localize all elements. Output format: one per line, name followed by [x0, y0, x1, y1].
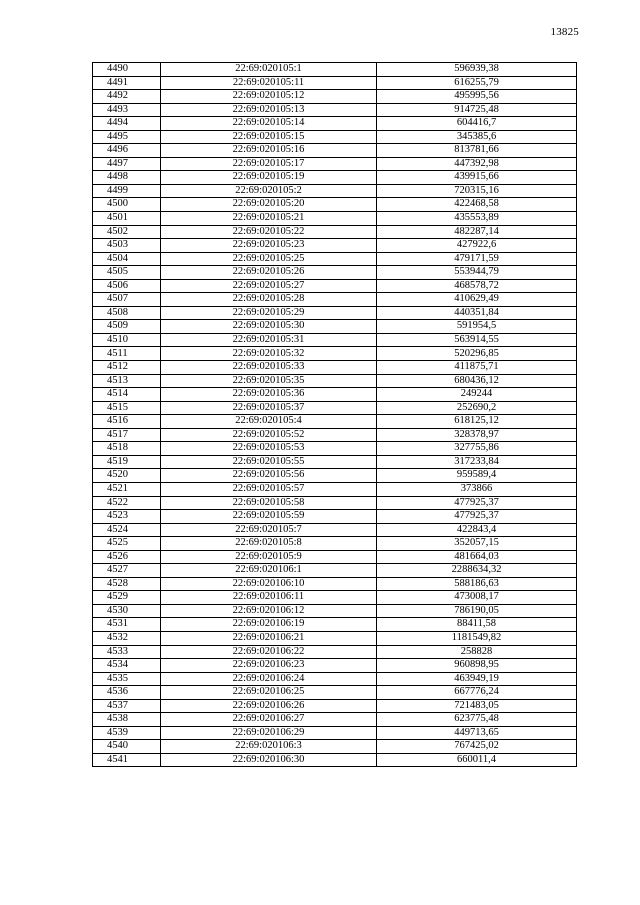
row-number-cell: 4493	[93, 103, 161, 117]
row-number-cell: 4530	[93, 604, 161, 618]
table-row	[93, 266, 577, 280]
cadastral-value-cell: 88411,58	[377, 618, 577, 632]
cadastral-value-cell: 463949,19	[377, 672, 577, 686]
cadastral-value-cell: 721483,05	[377, 699, 577, 713]
page-number: 13825	[550, 26, 579, 38]
cadastral-value-cell: 327755,86	[377, 442, 577, 456]
cadastral-value-cell: 520296,85	[377, 347, 577, 361]
cadastral-number-cell: 22:69:020105:30	[161, 320, 377, 334]
table-row	[93, 577, 577, 591]
row-number-cell: 4521	[93, 482, 161, 496]
row-number-cell: 4541	[93, 753, 161, 767]
cadastral-number-cell: 22:69:020106:25	[161, 686, 377, 700]
cadastral-number-cell: 22:69:020105:16	[161, 144, 377, 158]
row-number-cell: 4504	[93, 252, 161, 266]
cadastral-value-cell: 439915,66	[377, 171, 577, 185]
cadastral-number-cell: 22:69:020105:14	[161, 117, 377, 131]
cadastral-number-cell: 22:69:020106:26	[161, 699, 377, 713]
cadastral-value-cell: 427922,6	[377, 239, 577, 253]
cadastral-number-cell: 22:69:020105:4	[161, 415, 377, 429]
cadastral-number-cell: 22:69:020105:2	[161, 184, 377, 198]
cadastral-number-cell: 22:69:020106:1	[161, 564, 377, 578]
row-number-cell: 4517	[93, 428, 161, 442]
table-row	[93, 415, 577, 429]
cadastral-value-cell: 422843,4	[377, 523, 577, 537]
table-row	[93, 740, 577, 754]
cadastral-value-cell: 411875,71	[377, 361, 577, 375]
cadastral-value-cell: 328378,97	[377, 428, 577, 442]
cadastral-number-cell: 22:69:020105:28	[161, 293, 377, 307]
cadastral-value-cell: 481664,03	[377, 550, 577, 564]
cadastral-value-cell: 623775,48	[377, 713, 577, 727]
table-row	[93, 510, 577, 524]
cadastral-value-cell: 588186,63	[377, 577, 577, 591]
row-number-cell: 4518	[93, 442, 161, 456]
cadastral-value-cell: 680436,12	[377, 374, 577, 388]
row-number-cell: 4528	[93, 577, 161, 591]
cadastral-value-cell: 252690,2	[377, 401, 577, 415]
row-number-cell: 4500	[93, 198, 161, 212]
row-number-cell: 4526	[93, 550, 161, 564]
row-number-cell: 4491	[93, 76, 161, 90]
table-row	[93, 320, 577, 334]
table-row	[93, 618, 577, 632]
row-number-cell: 4512	[93, 361, 161, 375]
table-row	[93, 198, 577, 212]
cadastral-value-cell: 667776,24	[377, 686, 577, 700]
table-row	[93, 239, 577, 253]
table-row	[93, 469, 577, 483]
row-number-cell: 4503	[93, 239, 161, 253]
table-row	[93, 564, 577, 578]
table-row	[93, 171, 577, 185]
row-number-cell: 4537	[93, 699, 161, 713]
row-number-cell: 4507	[93, 293, 161, 307]
cadastral-value-cell: 449713,65	[377, 726, 577, 740]
cadastral-value-cell: 258828	[377, 645, 577, 659]
cadastral-number-cell: 22:69:020106:30	[161, 753, 377, 767]
table-row	[93, 713, 577, 727]
cadastral-value-cell: 249244	[377, 388, 577, 402]
cadastral-number-cell: 22:69:020105:29	[161, 306, 377, 320]
table-row	[93, 496, 577, 510]
cadastral-number-cell: 22:69:020106:24	[161, 672, 377, 686]
cadastral-number-cell: 22:69:020106:19	[161, 618, 377, 632]
cadastral-number-cell: 22:69:020106:21	[161, 631, 377, 645]
table-row	[93, 401, 577, 415]
row-number-cell: 4533	[93, 645, 161, 659]
cadastral-number-cell: 22:69:020105:36	[161, 388, 377, 402]
table-row	[93, 333, 577, 347]
cadastral-value-cell: 563914,55	[377, 333, 577, 347]
table-row	[93, 537, 577, 551]
cadastral-number-cell: 22:69:020105:23	[161, 239, 377, 253]
table-row	[93, 76, 577, 90]
cadastral-value-cell: 477925,37	[377, 496, 577, 510]
cadastral-value-cell: 596939,38	[377, 63, 577, 77]
cadastral-value-cell: 914725,48	[377, 103, 577, 117]
cadastral-value-cell: 477925,37	[377, 510, 577, 524]
cadastral-number-cell: 22:69:020105:13	[161, 103, 377, 117]
table-row	[93, 631, 577, 645]
cadastral-number-cell: 22:69:020105:1	[161, 63, 377, 77]
row-number-cell: 4523	[93, 510, 161, 524]
table-row	[93, 63, 577, 77]
row-number-cell: 4494	[93, 117, 161, 131]
cadastral-value-cell: 2288634,32	[377, 564, 577, 578]
cadastral-number-cell: 22:69:020105:11	[161, 76, 377, 90]
cadastral-value-cell: 468578,72	[377, 279, 577, 293]
cadastral-number-cell: 22:69:020105:15	[161, 130, 377, 144]
cadastral-number-cell: 22:69:020105:7	[161, 523, 377, 537]
cadastral-number-cell: 22:69:020106:29	[161, 726, 377, 740]
row-number-cell: 4505	[93, 266, 161, 280]
table-row	[93, 293, 577, 307]
row-number-cell: 4497	[93, 157, 161, 171]
cadastral-number-cell: 22:69:020105:59	[161, 510, 377, 524]
table-row	[93, 726, 577, 740]
table-row	[93, 482, 577, 496]
row-number-cell: 4525	[93, 537, 161, 551]
row-number-cell: 4513	[93, 374, 161, 388]
cadastral-value-cell: 435553,89	[377, 212, 577, 226]
row-number-cell: 4499	[93, 184, 161, 198]
table-row	[93, 604, 577, 618]
table-row	[93, 753, 577, 767]
cadastral-number-cell: 22:69:020105:55	[161, 455, 377, 469]
row-number-cell: 4506	[93, 279, 161, 293]
cadastral-value-cell: 1181549,82	[377, 631, 577, 645]
cadastral-value-cell: 959589,4	[377, 469, 577, 483]
table-row	[93, 659, 577, 673]
cadastral-value-cell: 495995,56	[377, 90, 577, 104]
cadastral-number-cell: 22:69:020106:3	[161, 740, 377, 754]
cadastral-value-cell: 960898,95	[377, 659, 577, 673]
table-row	[93, 252, 577, 266]
table-row	[93, 374, 577, 388]
row-number-cell: 4520	[93, 469, 161, 483]
cadastral-number-cell: 22:69:020105:37	[161, 401, 377, 415]
cadastral-value-cell: 616255,79	[377, 76, 577, 90]
cadastral-value-cell: 422468,58	[377, 198, 577, 212]
row-number-cell: 4501	[93, 212, 161, 226]
table-row	[93, 279, 577, 293]
table-row	[93, 523, 577, 537]
row-number-cell: 4510	[93, 333, 161, 347]
cadastral-number-cell: 22:69:020105:53	[161, 442, 377, 456]
cadastral-value-cell: 352057,15	[377, 537, 577, 551]
cadastral-value-cell: 767425,02	[377, 740, 577, 754]
cadastral-number-cell: 22:69:020105:57	[161, 482, 377, 496]
table-row	[93, 184, 577, 198]
cadastral-number-cell: 22:69:020105:21	[161, 212, 377, 226]
cadastral-number-cell: 22:69:020105:20	[161, 198, 377, 212]
cadastral-number-cell: 22:69:020105:27	[161, 279, 377, 293]
row-number-cell: 4502	[93, 225, 161, 239]
table-row	[93, 686, 577, 700]
table-row	[93, 157, 577, 171]
row-number-cell: 4532	[93, 631, 161, 645]
cadastral-number-cell: 22:69:020105:33	[161, 361, 377, 375]
cadastral-value-cell: 618125,12	[377, 415, 577, 429]
cadastral-value-cell: 553944,79	[377, 266, 577, 280]
cadastral-value-cell: 479171,59	[377, 252, 577, 266]
table-row	[93, 645, 577, 659]
table-row	[93, 672, 577, 686]
cadastral-number-cell: 22:69:020105:12	[161, 90, 377, 104]
table-row	[93, 550, 577, 564]
row-number-cell: 4511	[93, 347, 161, 361]
row-number-cell: 4490	[93, 63, 161, 77]
cadastral-value-cell: 660011,4	[377, 753, 577, 767]
cadastral-number-cell: 22:69:020105:22	[161, 225, 377, 239]
cadastral-value-cell: 591954,5	[377, 320, 577, 334]
row-number-cell: 4531	[93, 618, 161, 632]
cadastral-number-cell: 22:69:020105:31	[161, 333, 377, 347]
table-row	[93, 591, 577, 605]
row-number-cell: 4515	[93, 401, 161, 415]
table-row	[93, 699, 577, 713]
table-row	[93, 306, 577, 320]
cadastral-value-cell: 410629,49	[377, 293, 577, 307]
row-number-cell: 4508	[93, 306, 161, 320]
row-number-cell: 4536	[93, 686, 161, 700]
table-row	[93, 103, 577, 117]
table-row	[93, 442, 577, 456]
cadastral-number-cell: 22:69:020106:23	[161, 659, 377, 673]
table-row	[93, 212, 577, 226]
cadastral-value-cell: 813781,66	[377, 144, 577, 158]
row-number-cell: 4540	[93, 740, 161, 754]
row-number-cell: 4516	[93, 415, 161, 429]
cadastral-number-cell: 22:69:020105:56	[161, 469, 377, 483]
table-row	[93, 388, 577, 402]
cadastral-number-cell: 22:69:020105:52	[161, 428, 377, 442]
cadastral-number-cell: 22:69:020105:25	[161, 252, 377, 266]
table-body	[93, 63, 577, 767]
cadastral-number-cell: 22:69:020106:27	[161, 713, 377, 727]
cadastral-value-cell: 482287,14	[377, 225, 577, 239]
cadastral-number-cell: 22:69:020105:26	[161, 266, 377, 280]
cadastral-value-cell: 317233,84	[377, 455, 577, 469]
table-row	[93, 90, 577, 104]
cadastral-number-cell: 22:69:020105:35	[161, 374, 377, 388]
cadastral-value-cell: 447392,98	[377, 157, 577, 171]
table-row	[93, 428, 577, 442]
row-number-cell: 4527	[93, 564, 161, 578]
table-row	[93, 144, 577, 158]
cadastral-value-cell: 440351,84	[377, 306, 577, 320]
row-number-cell: 4529	[93, 591, 161, 605]
table-row	[93, 361, 577, 375]
cadastral-number-cell: 22:69:020105:19	[161, 171, 377, 185]
cadastral-number-cell: 22:69:020106:12	[161, 604, 377, 618]
cadastral-number-cell: 22:69:020106:11	[161, 591, 377, 605]
cadastral-number-cell: 22:69:020106:22	[161, 645, 377, 659]
cadastral-number-cell: 22:69:020105:9	[161, 550, 377, 564]
cadastral-number-cell: 22:69:020105:58	[161, 496, 377, 510]
row-number-cell: 4524	[93, 523, 161, 537]
table-row	[93, 117, 577, 131]
row-number-cell: 4535	[93, 672, 161, 686]
row-number-cell: 4534	[93, 659, 161, 673]
cadastral-number-cell: 22:69:020105:17	[161, 157, 377, 171]
row-number-cell: 4498	[93, 171, 161, 185]
cadastral-value-table	[92, 62, 577, 767]
cadastral-value-cell: 373866	[377, 482, 577, 496]
table-row	[93, 130, 577, 144]
cadastral-number-cell: 22:69:020105:8	[161, 537, 377, 551]
row-number-cell: 4495	[93, 130, 161, 144]
cadastral-value-cell: 473008,17	[377, 591, 577, 605]
row-number-cell: 4509	[93, 320, 161, 334]
table-row	[93, 455, 577, 469]
cadastral-number-cell: 22:69:020106:10	[161, 577, 377, 591]
row-number-cell: 4496	[93, 144, 161, 158]
row-number-cell: 4522	[93, 496, 161, 510]
row-number-cell: 4519	[93, 455, 161, 469]
cadastral-number-cell: 22:69:020105:32	[161, 347, 377, 361]
table-row	[93, 225, 577, 239]
table-row	[93, 347, 577, 361]
row-number-cell: 4514	[93, 388, 161, 402]
row-number-cell: 4539	[93, 726, 161, 740]
cadastral-value-cell: 345385,6	[377, 130, 577, 144]
row-number-cell: 4492	[93, 90, 161, 104]
row-number-cell: 4538	[93, 713, 161, 727]
cadastral-value-cell: 604416,7	[377, 117, 577, 131]
cadastral-value-cell: 720315,16	[377, 184, 577, 198]
cadastral-value-cell: 786190,05	[377, 604, 577, 618]
